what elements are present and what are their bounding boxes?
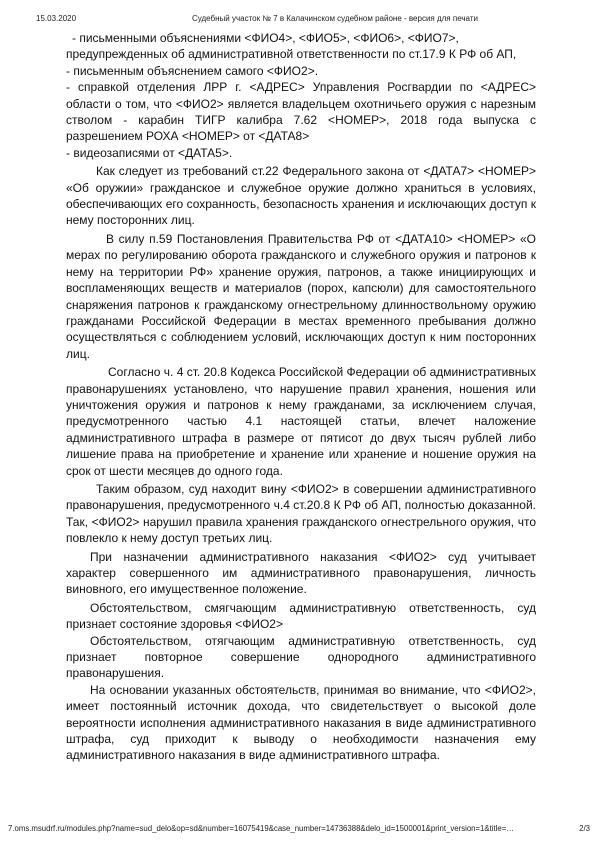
document-body (66, 30, 536, 764)
print-header (36, 14, 564, 26)
page-url: 7.oms.msudrf.ru/modules.php?name=sud_delo&op=sd&number=16075419&case_number=14736388&delo_id=1500001&print_version=1&title=… (8, 824, 515, 833)
paragraph: Таким образом, суд находит вину <ФИО2> в совершении административного правонарушения, предусмотренного ч.4 ст.20.8 К РФ об АП, полностью доказанной. Так, <ФИО2> нарушил правила хранения гражданского огнестрельного оружия, что повлекло к нему доступ третьих лиц. (66, 481, 536, 546)
paragraph: Обстоятельством, отягчающим административную ответственность, суд признает повторное совершение однородного административного правонарушения. (66, 633, 536, 681)
print-footer (8, 824, 590, 836)
evidence-line: - видеозаписями от <ДАТА5>. (66, 145, 233, 160)
evidence-line: - справкой отделения ЛРР г. <АДРЕС> Управления Росгвардии по <АДРЕС> области о том, что <ФИО2> является владельцем охотничьего оружия с нарезным стволом - карабин ТИГР калибра 7.62 <НОМЕР>, 2018 года выпуска с разрешением РОХА <НОМЕР> от <ДАТА8> (66, 80, 536, 144)
paragraph: Согласно ч. 4 ст. 20.8 Кодекса Российской Федерации об административных правонарушениях установлено, что нарушение правил хранения, ношения или уничтожения оружия и патронов к нему гражданами, за исключением случая, предусмотренного частью 4.1 настоящей статьи, влечет наложение административного штрафа в размере от пятисот до двух тысяч рублей либо лишение права на приобретение и хранение или хранение и ношение оружия на срок от шести месяцев до одного года. (66, 365, 536, 478)
paragraph: При назначении административного наказания <ФИО2> суд учитывает характер совершенного им административного правонарушения, личность виновного, его имущественное положение. (66, 549, 536, 597)
evidence-line: - письменным объяснением самого <ФИО2>. (66, 63, 319, 78)
print-date: 15.03.2020 (36, 14, 77, 23)
paragraph: Обстоятельством, смягчающим административную ответственность, суд признает состояние здоровья <ФИО2> (66, 600, 536, 632)
paragraph: В силу п.59 Постановления Правительства РФ от <ДАТА10> <НОМЕР> «О мерах по регулированию оборота гражданского и служебного оружия и патронов к нему на территории РФ» хранение оружия, патронов, а также инициирующих и воспламеняющих веществ и материалов (порох, капсюли) для самостоятельного снаряжения патронов к гражданскому огнестрельному длинноствольному оружию гражданами Российской Федерации в местах временного пребывания должно осуществляться с соблюдением условий, исключающих доступ к ним посторонних лиц. (66, 231, 536, 361)
evidence-line: предупрежденных об административной ответственности по ст.17.9 К РФ об АП, (66, 47, 517, 62)
paragraph: Как следует из требований ст.22 Федерального закона от <ДАТА7> <НОМЕР> «Об оружии» гражданское и служебное оружие должно храниться в условиях, обеспечивающих его сохранность, безопасность хранения и исключающих доступ к нему посторонних лиц. (66, 164, 536, 228)
page-number: 2/3 (579, 824, 590, 833)
evidence-line: - письменными объяснениями <ФИО4>, <ФИО5>, <ФИО6>, <ФИО7>, (72, 31, 459, 45)
paragraph: На основании указанных обстоятельств, принимая во внимание, что <ФИО2>, имеет постоянный источник дохода, что свидетельствует о высокой доле вероятности исполнения административного наказания в виде административного штрафа, суд приходит к выводу о необходимости назначения ему административного наказания в виде административного штрафа. (66, 682, 536, 763)
print-title: Судебный участок № 7 в Калачинском судебном районе - версия для печати (192, 14, 478, 23)
